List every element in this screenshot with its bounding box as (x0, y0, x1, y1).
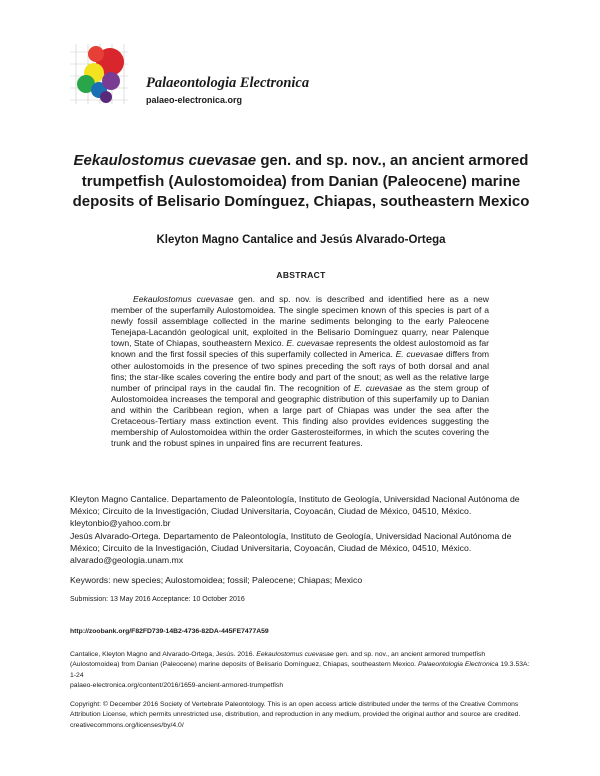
abstract-sentence-2: represents the oldest aulostomoid as far known and the first fossil species of this superfamily collected in America. (111, 338, 489, 360)
abstract-species-3: E. cuevasae (395, 349, 444, 360)
abstract-sentence-4: as the stem group of Aulostomoidea increases the temporal and geographic distribution of this superfamily up to Danian and within the Caribbean region, when a large part of Chiapas was under the sea after the Cretaceous-Tertiary mass extinction event. This finding also provides evidences suggesting the membership of Aulostomoidea within the order Gasterosteiformes, in which the scutes covering the trunk and the robust spines in unpaired fins are recurrent features. (111, 382, 489, 449)
license-link[interactable]: creativecommons.org/licenses/by/4.0/ (70, 721, 184, 729)
abstract-species-2: E. cuevasae (286, 338, 334, 349)
title-rest: gen. and sp. nov., an ancient armored trumpetfish (Aulostomoidea) from Danian (Paleocene) marine deposits of Belisario Domínguez, Chiapas, southeastern Mexico (72, 152, 530, 210)
copyright-text: Copyright: © December 2016 Society of Vertebrate Paleontology. This is an open access article distributed under the terms of the Creative Commons Attribution License, which permits unrestricted use, distribution, and reproduction in any medium, provided the original author and source are credited. (70, 701, 521, 719)
affiliation-author-1: Kleyton Magno Cantalice. Departamento de Paleontología, Instituto de Geología, Universidad Nacional Autónoma de México; Circuito de la Investigación, Ciudad Universitaria, Coyoacán, Ciudad de México, 04510, México. kleytonbio@yahoo.com.br (70, 494, 520, 529)
abstract-sentence-1: gen. and sp. nov. is described and identified here as a new member of the superfamily Aulostomoidea. The single specimen known of this species is part of a newly fossil assemblage collected in the marine sediments belonging to the early Paleocene Tenejapa-Lacandón geological unit, exploited in the Belisario Domínguez quarry, near Palenque town, State of Chiapas, southeastern Mexico. (111, 294, 489, 349)
logo-blob-purple (102, 72, 120, 90)
keywords: Keywords: new species; Aulostomoidea; fossil; Paleocene; Chiapas; Mexico (70, 575, 363, 585)
copyright (70, 700, 532, 731)
submission-dates: Submission: 13 May 2016 Acceptance: 10 October 2016 (70, 596, 245, 603)
abstract-species-1: Eekaulostomus cuevasae (133, 294, 234, 304)
article-title (70, 151, 532, 213)
citation (70, 650, 532, 691)
title-genus: Eekaulostomus cuevasae (73, 152, 257, 169)
article-authors: Kleyton Magno Cantalice and Jesús Alvarado-Ortega (156, 234, 446, 246)
abstract-sentence-3: differs from other aulostomoids in the presence of two spines preceding the soft rays of both dorsal and anal fins; the star-like scales covering the entire body and part of the snout; as well as the relative large number of principal rays in the caudal fin. The recognition of (111, 349, 490, 393)
citation-species: Eekaulostomus cuevasae (256, 651, 334, 658)
journal-website[interactable]: palaeo-electronica.org (146, 95, 243, 105)
zoobank-link[interactable]: http://zoobank.org/F82FD739-14B2-4736-82DA-445FE7477A59 (70, 628, 269, 635)
citation-journal: Palaeontologia Electronica (417, 661, 499, 669)
abstract-heading: ABSTRACT (276, 270, 326, 280)
citation-prefix: Cantalice, Kleyton Magno and Alvarado-Ortega, Jesús. 2016. (70, 651, 255, 658)
journal-logo (66, 40, 132, 108)
abstract-text (111, 294, 489, 449)
citation-url[interactable]: palaeo-electronica.org/content/2016/1659-ancient-armored-trumpetfish (70, 681, 284, 689)
logo-blob-violet (100, 91, 112, 103)
logo-blob-orange (88, 46, 104, 62)
citation-volume: 19.3.53A: 1-24 (70, 661, 530, 679)
abstract-species-4: E. cuevasae (353, 382, 403, 393)
affiliation-author-2: Jesús Alvarado-Ortega. Departamento de Paleontología, Instituto de Geología, Universidad Nacional Autónoma de México; Circuito de la Investigación, Ciudad Universitaria, Coyoacán, Ciudad de México, 04510, México. alvarado@geologia.unam.mx (70, 531, 512, 566)
citation-title: gen. and sp. nov., an ancient armored trumpetfish (Aulostomoidea) from Danian (Paleocene) marine deposits of Belisario Domínguez, Chiapas, southeastern Mexico. (70, 651, 486, 669)
journal-name: Palaeontologia Electronica (146, 75, 310, 91)
